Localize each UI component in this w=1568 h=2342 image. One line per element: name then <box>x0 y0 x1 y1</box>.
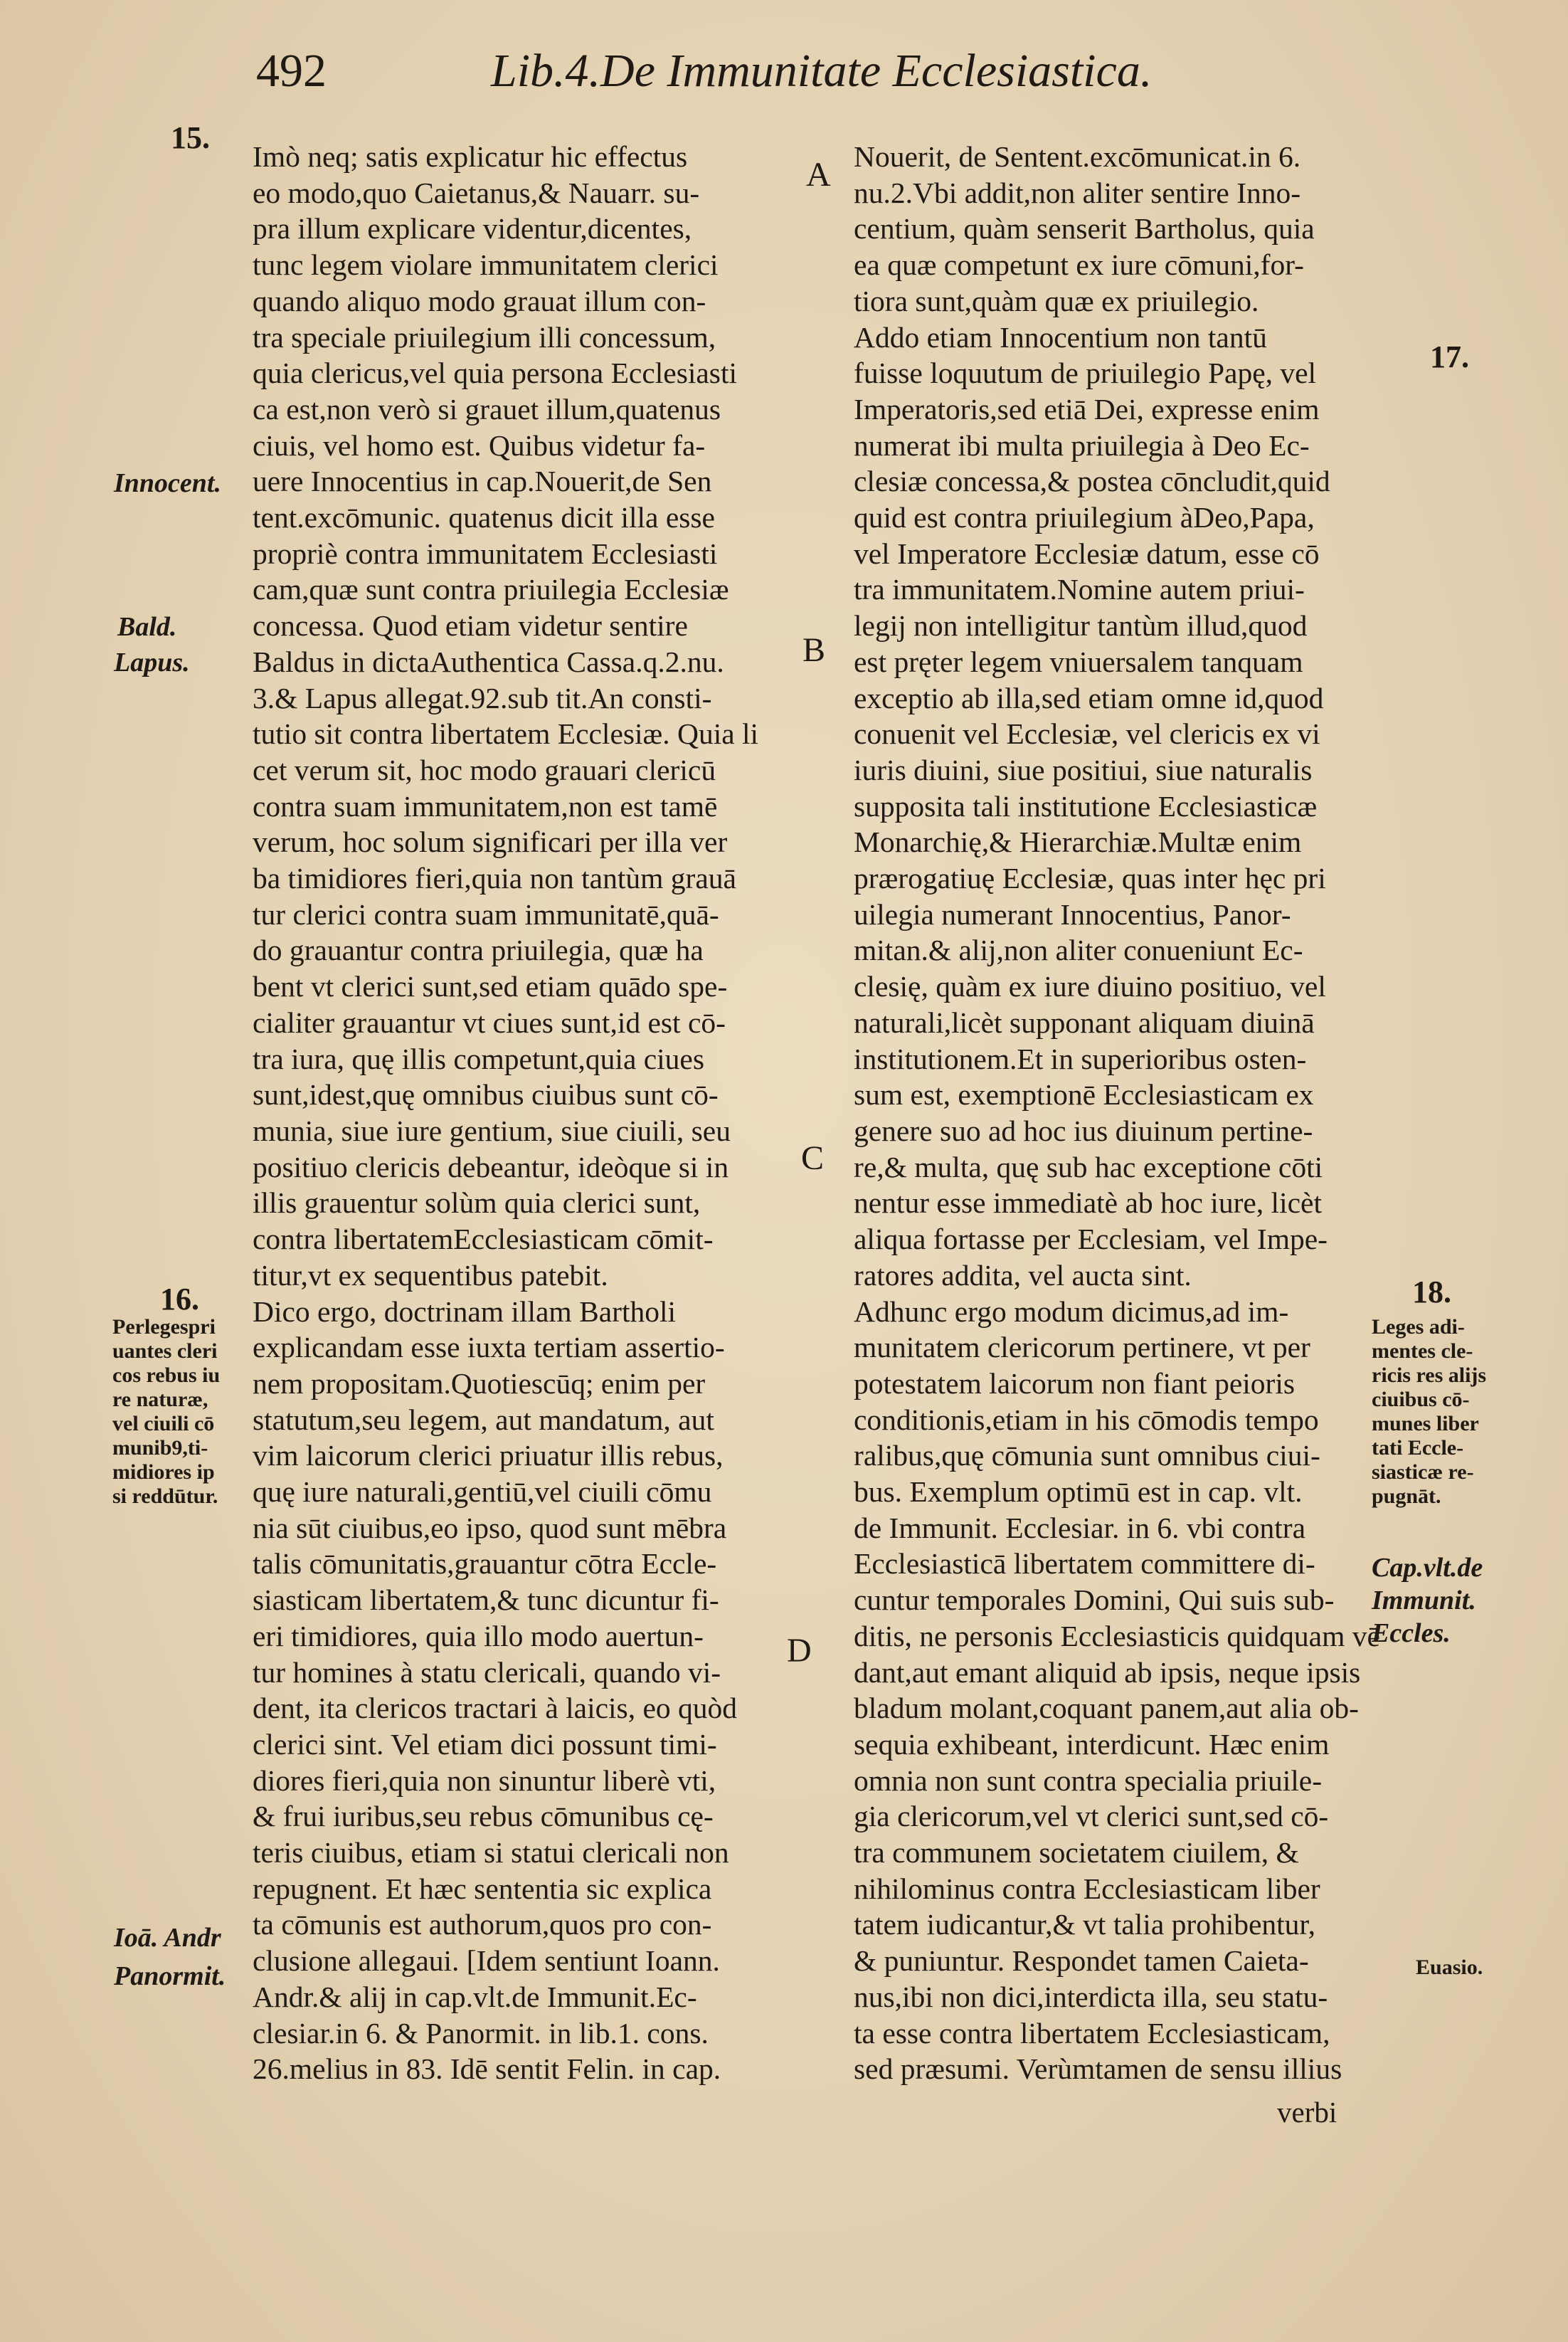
text-line: eo modo,quo Caietanus,& Nauarr. su- <box>253 176 700 209</box>
margin-note-18-line: munes liber <box>1372 1412 1479 1435</box>
text-line: tur homines à statu clericali, quando vi- <box>253 1655 721 1689</box>
text-line: clusione allegaui. [Idem sentiunt Ioann. <box>253 1944 720 1978</box>
text-line: exceptio ab illa,sed etiam omne id,quod <box>854 681 1324 714</box>
text-line: cialiter grauantur vt ciues sunt,id est cō- <box>253 1006 726 1039</box>
text-line: nu.2.Vbi addit,non aliter sentire Inno- <box>854 176 1301 209</box>
text-line: munia, siue iure gentium, siue ciuili, seu <box>253 1114 731 1147</box>
text-line: propriè contra immunitatem Ecclesiasti <box>253 537 718 570</box>
text-line: naturali,licèt supponant aliquam diuinā <box>854 1006 1315 1039</box>
text-line: repugnent. Et hæc sententia sic explica <box>253 1872 712 1905</box>
text-line: nentur esse immediatè ab hoc iure, licèt <box>854 1186 1322 1220</box>
text-line: tra iura, quę illis competunt,quia ciues <box>253 1042 705 1075</box>
margin-note-cap-vlt-line: Cap.vlt.de <box>1372 1553 1483 1583</box>
text-line: vel Imperatore Ecclesiæ datum, esse cō <box>854 537 1320 570</box>
text-line: bent vt clerici sunt,sed etiam quādo spe- <box>253 970 728 1003</box>
text-line: fuisse loquutum de priuilegio Papę, vel <box>854 357 1317 390</box>
text-line: tur clerici contra suam immunitatē,quā- <box>253 897 719 931</box>
text-line: positiuo clericis debeantur, ideòque si in <box>253 1150 729 1183</box>
text-line: & frui iuribus,seu rebus cōmunibus cę- <box>253 1800 714 1833</box>
margin-note-16-line: re naturæ, <box>112 1388 208 1411</box>
text-line: tra communem societatem ciuilem, & <box>854 1836 1299 1869</box>
text-line: clerici sint. Vel etiam dici possunt timi- <box>253 1727 717 1761</box>
text-line: nia sūt ciuibus,eo ipso, quod sunt mēbra <box>253 1511 727 1544</box>
catchword: verbi <box>1277 2096 1337 2129</box>
gutter-letter-a: A <box>806 156 831 194</box>
text-line: ta cōmunis est authorum,quos pro con- <box>253 1908 712 1941</box>
margin-note-cap-vlt-line: Eccles. <box>1372 1618 1451 1648</box>
margin-note-18-line: ciuibus cō- <box>1372 1388 1470 1411</box>
text-line: 3.& Lapus allegat.92.sub tit.An consti- <box>253 681 712 714</box>
margin-note-cap-vlt-line: Immunit. <box>1372 1586 1476 1615</box>
text-line: pra illum explicare videntur,dicentes, <box>253 212 692 246</box>
text-line: iuris diuini, siue positiui, siue naturalis <box>854 753 1313 786</box>
text-line: ca est,non verò si grauet illum,quatenus <box>253 392 721 426</box>
text-line: diores fieri,quia non sinuntur liberè vti, <box>253 1763 716 1797</box>
text-line: numerat ibi multa priuilegia à Deo Ec- <box>854 428 1310 462</box>
text-line: 26.melius in 83. Idē sentit Felin. in cap. <box>253 2052 721 2086</box>
text-line: ratores addita, vel aucta sint. <box>854 1258 1192 1292</box>
text-line: nihilominus contra Ecclesiasticam liber <box>854 1872 1320 1905</box>
text-line: do grauantur contra priuilegia, quæ ha <box>253 934 704 967</box>
text-line: ralibus,quę cōmunia sunt omnibus ciui- <box>854 1439 1320 1472</box>
margin-note-16-line: vel ciuili cō <box>112 1412 215 1435</box>
margin-note-16-line: Perlegespri <box>112 1315 216 1339</box>
text-line: Baldus in dictaAuthentica Cassa.q.2.nu. <box>253 645 724 678</box>
text-line: Monarchię,& Hierarchiæ.Multæ enim <box>854 825 1302 859</box>
text-line: cet verum sit, hoc modo grauari clericū <box>253 753 716 786</box>
margin-note-18-line: ricis res alijs <box>1372 1363 1487 1387</box>
margin-note-16-line: si reddūtur. <box>112 1484 218 1508</box>
text-line: siasticam libertatem,& tunc dicuntur fi- <box>253 1583 719 1617</box>
margin-note-16-line: munib9,ti- <box>112 1436 208 1460</box>
text-line: explicandam esse iuxta tertiam assertio- <box>253 1331 725 1364</box>
text-line: tra immunitatem.Nomine autem priui- <box>854 573 1305 606</box>
text-line: sunt,idest,quę omnibus ciuibus sunt cō- <box>253 1078 719 1112</box>
text-line: ciuis, vel homo est. Quibus videtur fa- <box>253 428 706 462</box>
text-line: tunc legem violare immunitatem clerici <box>253 248 719 282</box>
text-line: sed præsumi. Verùmtamen de sensu illius <box>854 2052 1342 2086</box>
gutter-letter-c: C <box>801 1139 825 1177</box>
text-line: contra libertatemEcclesiasticam cōmit- <box>253 1223 714 1256</box>
text-line: quia clericus,vel quia persona Ecclesiasti <box>253 357 738 390</box>
text-line: supposita tali institutione Ecclesiasticæ <box>854 789 1318 823</box>
text-line: uere Innocentius in cap.Nouerit,de Sen <box>253 465 712 498</box>
text-line: tatem iudicantur,& vt talia prohibentur, <box>854 1908 1315 1941</box>
text-line: quid est contra priuilegium àDeo,Papa, <box>854 501 1315 534</box>
text-line: institutionem.Et in superioribus osten- <box>854 1042 1307 1075</box>
text-line: quando aliquo modo grauat illum con- <box>253 284 706 317</box>
text-line: Nouerit, de Sentent.excōmunicat.in 6. <box>854 140 1301 173</box>
text-line: potestatem laicorum non fiant peioris <box>854 1366 1296 1400</box>
text-line: ba timidiores fieri,quia non tantùm grauā <box>253 862 736 895</box>
text-line: de Immunit. Ecclesiar. in 6. vbi contra <box>854 1511 1306 1544</box>
text-line: Addo etiam Innocentium non tantū <box>854 320 1267 354</box>
text-line: eri timidiores, quia illo modo auertun- <box>253 1619 704 1652</box>
margin-note-16 <box>112 1315 220 1509</box>
text-line: prærogatiuę Ecclesiæ, quas inter hęc pri <box>854 862 1326 895</box>
text-line: cam,quæ sunt contra priuilegia Ecclesiæ <box>253 573 729 606</box>
text-line: gia clericorum,vel vt clerici sunt,sed cō- <box>854 1800 1329 1833</box>
margin-note-innocent: Innocent. <box>114 468 221 498</box>
text-line: Adhunc ergo modum dicimus,ad im- <box>854 1294 1289 1328</box>
text-line: Dico ergo, doctrinam illam Bartholi <box>253 1294 677 1328</box>
right-text-column <box>854 139 1409 2087</box>
margin-note-bald: Bald. <box>117 612 177 642</box>
text-line: est pręter legem vniuersalem tanquam <box>854 645 1303 678</box>
margin-note-18-line: siasticæ re- <box>1372 1460 1474 1484</box>
text-line: talis cōmunitatis,grauantur cōtra Eccle- <box>253 1547 717 1581</box>
text-line: conditionis,etiam in his cōmodis tempo <box>854 1403 1319 1436</box>
margin-note-16-line: uantes cleri <box>112 1339 218 1363</box>
text-line: teris ciuibus, etiam si statui clericali non <box>253 1836 729 1869</box>
text-line: re,& multa, quę sub hac exceptione cōti <box>854 1150 1323 1183</box>
text-line: Imò neq; satis explicatur hic effectus <box>253 140 688 173</box>
text-line: clesiæ concessa,& postea cōncludit,quid <box>854 465 1330 498</box>
gutter-letter-d: D <box>787 1632 812 1670</box>
text-line: tutio sit contra libertatem Ecclesiæ. Quia li <box>253 717 759 751</box>
text-line: Andr.& alij in cap.vlt.de Immunit.Ec- <box>253 1980 697 2013</box>
text-line: cuntur temporales Domini, Qui suis sub- <box>854 1583 1335 1617</box>
text-line: clesiar.in 6. & Panormit. in lib.1. cons. <box>253 2016 709 2050</box>
section-number-16: 16. <box>160 1282 199 1317</box>
margin-note-panormit: Panormit. <box>114 1961 226 1991</box>
text-line: clesię, quàm ex iure diuino positiuo, vel <box>854 970 1326 1003</box>
page-number: 492 <box>256 45 327 97</box>
text-line: dant,aut emant aliquid ab ipsis, neque ipsis <box>854 1655 1361 1689</box>
text-line: munitatem clericorum pertinere, vt per <box>854 1331 1310 1364</box>
running-header <box>256 44 1252 122</box>
margin-note-16-line: midiores ip <box>112 1460 215 1484</box>
text-line: titur,vt ex sequentibus patebit. <box>253 1258 608 1292</box>
margin-note-18-line: pugnāt. <box>1372 1484 1441 1508</box>
text-line: ta esse contra libertatem Ecclesiasticam, <box>854 2016 1330 2050</box>
text-line: bladum molant,coquant panem,aut alia ob- <box>854 1692 1359 1725</box>
text-line: bus. Exemplum optimū est in cap. vlt. <box>854 1475 1303 1509</box>
text-line: centium, quàm senserit Bartholus, quia <box>854 212 1315 246</box>
text-line: concessa. Quod etiam videtur sentire <box>253 609 688 643</box>
margin-note-lapus: Lapus. <box>114 648 190 677</box>
text-line: sequia exhibeant, interdicunt. Hæc enim <box>854 1727 1330 1761</box>
margin-note-ioa-andr: Ioā. Andr <box>114 1923 221 1953</box>
text-line: sum est, exemptionē Ecclesiasticam ex <box>854 1078 1314 1112</box>
text-line: Ecclesiasticā libertatem committere di- <box>854 1547 1315 1581</box>
section-number-17: 17. <box>1430 339 1469 374</box>
text-line: mitan.& alij,non aliter conueniunt Ec- <box>854 934 1303 967</box>
text-line: contra suam immunitatem,non est tamē <box>253 789 718 823</box>
text-line: legij non intelligitur tantùm illud,quod <box>854 609 1308 643</box>
text-line: aliqua fortasse per Ecclesiam, vel Impe- <box>854 1223 1328 1256</box>
text-line: Imperatoris,sed etiā Dei, expresse enim <box>854 392 1320 426</box>
gutter-letter-b: B <box>802 631 826 669</box>
text-line: conuenit vel Ecclesiæ, vel clericis ex vi <box>854 717 1320 751</box>
text-line: tent.excōmunic. quatenus dicit illa esse <box>253 501 715 534</box>
text-line: dent, ita clericos tractari à laicis, eo quòd <box>253 1692 738 1725</box>
text-line: illis grauentur solùm quia clerici sunt, <box>253 1186 701 1220</box>
text-line: ditis, ne personis Ecclesiasticis quidquam vē <box>854 1619 1380 1652</box>
margin-note-16-line: cos rebus iu <box>112 1363 221 1387</box>
text-line: genere suo ad hoc ius diuinum pertine- <box>854 1114 1313 1147</box>
running-title: Lib.4.De Immunitate Ecclesiastica. <box>491 45 1153 97</box>
text-line: quę iure naturali,gentiū,vel ciuili cōmu <box>253 1475 712 1509</box>
margin-note-18-line: mentes cle- <box>1372 1339 1473 1363</box>
left-text-column <box>253 139 815 2087</box>
margin-note-18-line: Leges adi- <box>1372 1315 1465 1339</box>
text-line: ea quæ competunt ex iure cōmuni,for- <box>854 248 1304 282</box>
section-number-18: 18. <box>1412 1275 1451 1309</box>
text-line: nem propositam.Quotiescūq; enim per <box>253 1366 706 1400</box>
text-line: omnia non sunt contra specialia priuile- <box>854 1763 1323 1797</box>
text-line: tra speciale priuilegium illi concessum, <box>253 320 716 354</box>
margin-note-18-line: tati Eccle- <box>1372 1436 1464 1460</box>
text-line: tiora sunt,quàm quæ ex priuilegio. <box>854 284 1259 317</box>
margin-note-euasio: Euasio. <box>1416 1956 1483 1979</box>
section-number-15: 15. <box>171 120 210 155</box>
text-line: verum, hoc solum significari per illa ver <box>253 825 728 859</box>
text-line: nus,ibi non dici,interdicta illa, seu statu- <box>854 1980 1328 2013</box>
text-line: vim laicorum clerici priuatur illis rebus, <box>253 1439 724 1472</box>
text-line: statutum,seu legem, aut mandatum, aut <box>253 1403 714 1436</box>
text-line: & puniuntur. Respondet tamen Caieta- <box>854 1944 1309 1978</box>
text-line: uilegia numerant Innocentius, Panor- <box>854 897 1291 931</box>
